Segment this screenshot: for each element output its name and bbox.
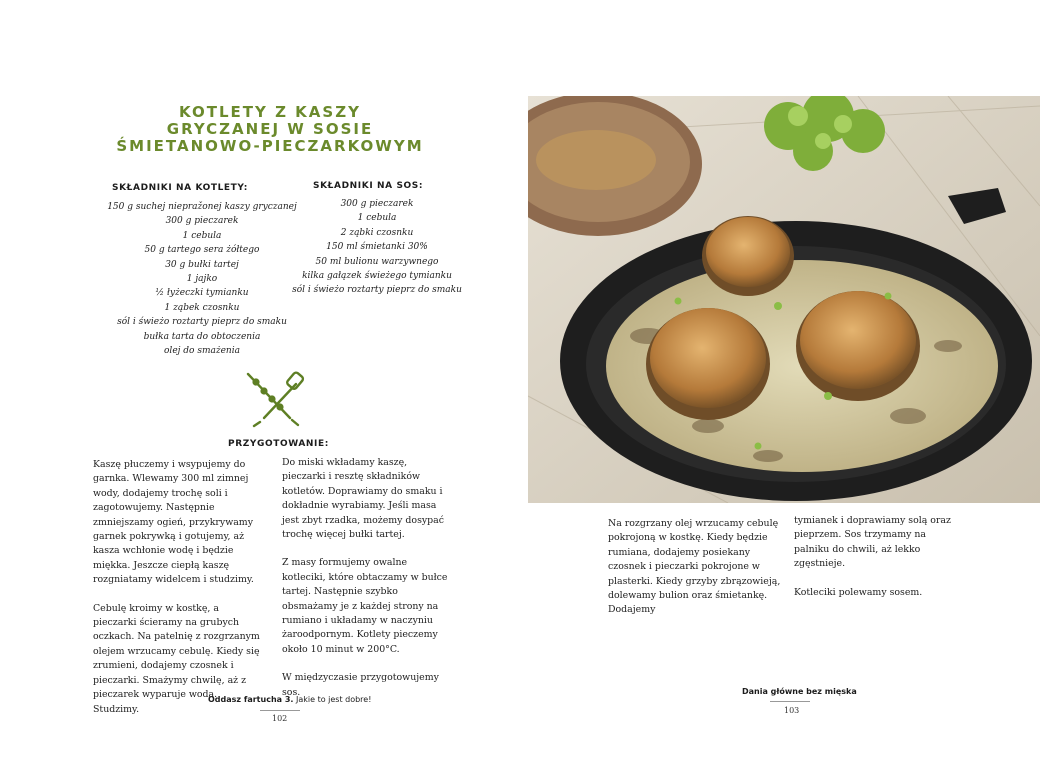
preparation-heading: PRZYGOTOWANIE: bbox=[228, 439, 329, 449]
book-subtitle: Jakie to jest dobre! bbox=[293, 695, 372, 704]
book-title: Oddasz fartucha 3. bbox=[208, 695, 294, 704]
ingredient-item: 50 g tartego sera żółtego bbox=[144, 245, 260, 256]
skewer-spatula-icon bbox=[244, 370, 306, 428]
ingredient-item: 1 cebula bbox=[357, 213, 397, 224]
preparation-column-4 bbox=[794, 514, 964, 614]
book-title-footer bbox=[208, 695, 371, 704]
ingredient-item: 300 g pieczarek bbox=[165, 216, 239, 227]
ingredient-item: ½ łyżeczki tymianku bbox=[155, 288, 249, 299]
paragraph: W międzyczasie przygotowujemy sos. bbox=[282, 672, 439, 698]
preparation-column-3 bbox=[608, 517, 783, 632]
ingredient-item: 30 g bułki tartej bbox=[165, 259, 239, 270]
ingredient-item: 2 ząbki czosnku bbox=[340, 227, 414, 238]
section-footer: Dania główne bez mięska bbox=[742, 687, 857, 696]
ingredient-item: kilka gałązek świeżego tymianku bbox=[302, 271, 452, 282]
ingredient-item: 300 g pieczarek bbox=[340, 199, 414, 209]
ingredient-item: 1 ząbek czosnku bbox=[164, 302, 240, 313]
preparation-column-1 bbox=[93, 458, 265, 731]
paragraph: Kaszę płuczemy i wsypujemy do garnka. Wlewamy 300 ml zimnej wody, dodajemy trochę soli i zagotowujemy. Następnie zmniejszamy ogień, przykrywamy garnek pokrywką i gotujemy, aż kasza wchłonie wodę i będzie miękka. Jeszcze ciepłą kaszę rozgniatamy widelcem i studzimy. bbox=[93, 459, 254, 586]
paragraph: Z masy formujemy owalne kotleciki, które obtaczamy w bułce tartej. Następnie szybko obsmażamy je z każdej strony na rumiano i układamy w naczyniu żaroodpornym. Kotlety pieczemy około 10 minut w 200°C. bbox=[282, 557, 448, 655]
ingredient-item: 1 cebula bbox=[182, 230, 222, 241]
ingredient-item: 50 ml bulionu warzywnego bbox=[315, 256, 439, 267]
title-line: KOTLETY Z KASZY bbox=[179, 103, 361, 121]
dish-photo bbox=[528, 96, 1040, 503]
paragraph: tymianek i doprawiamy solą oraz pieprzem. Sos trzymamy na palniku do chwili, aż lekko zgęstnieje. bbox=[794, 515, 951, 570]
title-line: GRYCZANEJ W SOSIE bbox=[166, 120, 374, 138]
paragraph: Cebulę kroimy w kostkę, a pieczarki ścieramy na grubych oczkach. Na patelnię z rozgrzanym olejem wrzucamy cebulę. Kiedy się zrumieni, dodajemy czosnek i pieczarki. Smażymy chwilę, aż z pieczarek wyparuje woda. Studzimy. bbox=[93, 602, 260, 715]
page-number: 103 bbox=[784, 706, 800, 715]
page-number: 102 bbox=[272, 714, 288, 723]
ingredient-item: 150 g suchej niepražonej kaszy gryczanej bbox=[107, 202, 297, 212]
ingredients-kotlety-heading: SKŁADNIKI NA KOTLETY: bbox=[112, 183, 248, 193]
footer-rule bbox=[260, 710, 300, 711]
ingredients-sos-list bbox=[278, 197, 476, 298]
left-page bbox=[0, 0, 528, 778]
ingredient-item: bułka tarta do obtoczenia bbox=[143, 331, 261, 342]
ingredient-item: 150 ml śmietanki 30% bbox=[326, 242, 428, 253]
ingredient-item: 1 jajko bbox=[186, 274, 218, 285]
paragraph: Kotleciki polewamy sosem. bbox=[794, 586, 923, 598]
ingredient-item: sól i świeżo roztarty pieprz do smaku bbox=[292, 285, 462, 296]
title-line: ŚMIETANOWO-PIECZARKOWYM bbox=[116, 137, 424, 155]
footer-rule bbox=[770, 701, 810, 702]
ingredient-item: olej do smażenia bbox=[164, 346, 240, 357]
ingredient-item: sól i świeżo roztarty pieprz do smaku bbox=[117, 317, 287, 328]
paragraph: Na rozgrzany olej wrzucamy cebulę pokrojoną w kostkę. Kiedy będzie rumiana, dodajemy posiekany czosnek i pieczarki pokrojone w plasterki. Kiedy grzyby zbrązowieją, dolewamy bulion oraz śmietankę. Dodajemy bbox=[608, 518, 781, 616]
ingredients-sos-heading: SKŁADNIKI NA SOS: bbox=[313, 181, 424, 191]
paragraph: Do miski wkładamy kaszę, pieczarki i resztę składników kotletów. Doprawiamy do smaku i dokładnie wyrabiamy. Jeśli masa jest zbyt rzadka, możemy dosypać trochę więcej bułki tartej. bbox=[282, 457, 445, 541]
preparation-column-2 bbox=[282, 456, 450, 714]
recipe-title bbox=[60, 104, 480, 155]
